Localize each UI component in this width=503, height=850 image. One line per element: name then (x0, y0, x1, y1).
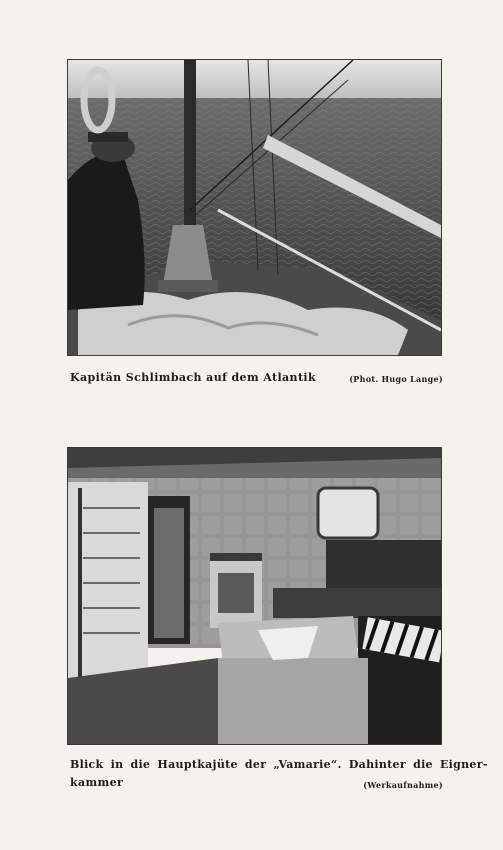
photo-credit-2: (Werkaufnahme) (363, 780, 443, 790)
photo-captain-on-deck (68, 60, 441, 355)
photo-main-cabin (68, 448, 441, 744)
caption-photo-2-line-1: Blick in die Hauptkajüte der „Vamarie“. Dahinter die Eigner- (70, 758, 488, 771)
photo-credit-1: (Phot. Hugo Lange) (349, 374, 443, 384)
caption-photo-1: Kapitän Schlimbach auf dem Atlantik (70, 371, 317, 384)
caption-photo-2-line-2: kammer (70, 776, 124, 789)
